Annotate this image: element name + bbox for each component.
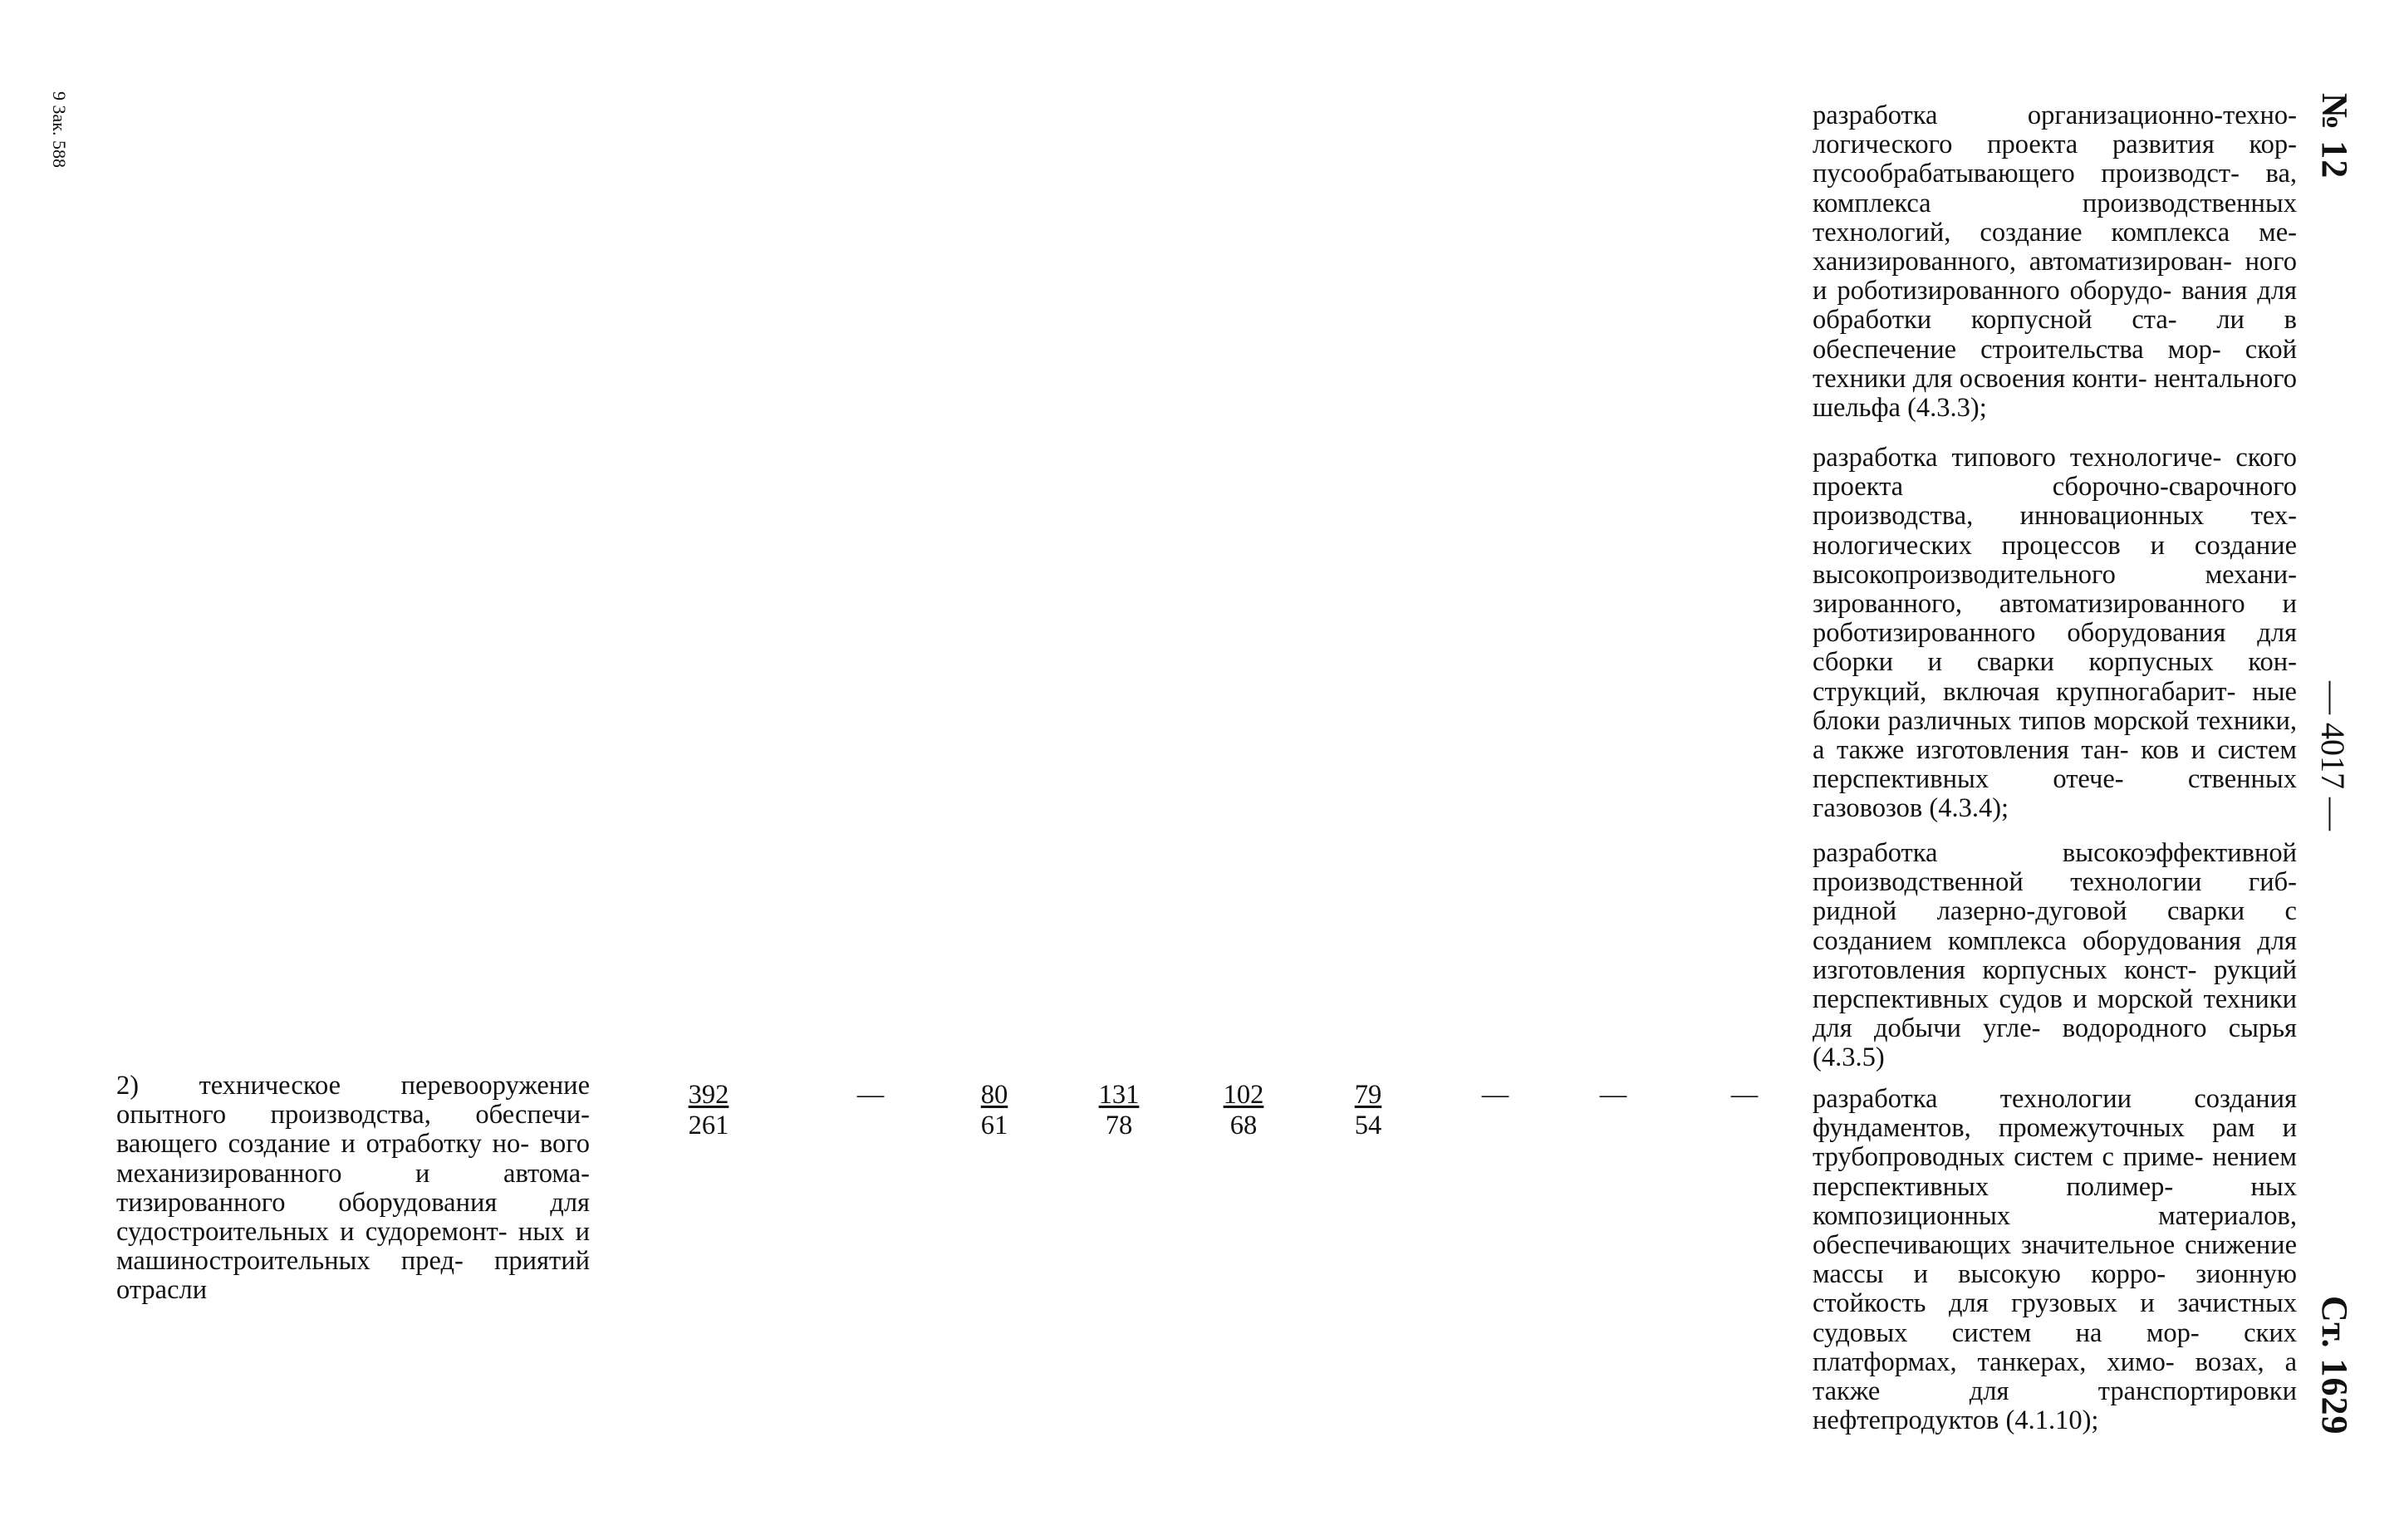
value-top: 102 [1223,1080,1264,1110]
value-year-3 [1206,1080,1281,1141]
value-year-1 [957,1080,1032,1141]
value-top: 392 [688,1080,729,1110]
paragraph-4-1-10: разработка технологии создания фундаментов, промежуточных рам и трубопроводных систем с приме- нением перспективных полимер- ных композиционных материалов, обеспечивающих значительное снижение массы и высокую корро- зионную стойкость для грузовых и зачистных судовых систем на мор- ских платформах, танкерах, химо- возах, а также для транспортировки нефтепродуктов (4.1.10); [1813,1084,2297,1436]
value-year-2 [1082,1080,1156,1141]
value-bottom: 68 [1229,1111,1258,1140]
item-description: 2) техническое перевооружение опытного производства, обеспечи- вающего создание и отработку но- вого механизированного и автома- тизированного оборудования для судостроительных и судоремонт- ных и машиностроительных пред- приятий отрасли [116,1071,590,1306]
value-top: 131 [1098,1080,1140,1110]
value-bottom: 261 [688,1111,729,1140]
value-bottom: 78 [1105,1111,1133,1140]
value-dash: — [1599,1080,1627,1110]
value-dash: — [856,1080,885,1110]
value-dash: — [1481,1080,1509,1110]
article-number: Ст. 1629 [2314,1296,2355,1435]
value-dash: — [1730,1080,1759,1110]
paragraph-4-3-3: разработка организационно-техно- логического проекта развития кор- пусообрабатывающего производст- ва, комплекса производственных технологий, создание комплекса ме- ханизированного, автоматизирован- ного и роботизированного оборудо- вания для обработки корпусной ста- ли в обеспечение строительства мор- ской техники для освоения конти- нентального шельфа (4.3.3); [1813,101,2297,424]
paragraph-4-3-5: разработка высокоэффективной производственной технологии гиб- ридной лазерно-дуговой сварки с созданием комплекса оборудования для изготовления корпусных конст- рукций перспективных судов и морской техники для добычи угле- водородного сырья (4.3.5) [1813,838,2297,1073]
paragraph-4-3-4: разработка типового технологиче- ского проекта сборочно-сварочного производства, инновационных тех- нологических процессов и создание высокопроизводительного механи- зированного, автоматизированного и роботизированного оборудования для сборки и сварки корпусных кон- струкций, включая крупногабарит- ные блоки различных типов морской техники, а также изготовления тан- ков и систем перспективных отече- ственных газовозов (4.3.4); [1813,443,2297,824]
margin-note: 9 Зак. 588 [49,91,70,168]
value-total [671,1080,746,1141]
value-bottom: 61 [980,1111,1008,1140]
value-bottom: 54 [1354,1111,1382,1140]
value-top: 80 [980,1080,1008,1110]
page-number: — 4017 — [2314,681,2352,831]
value-top: 79 [1354,1080,1382,1110]
value-year-4 [1331,1080,1406,1141]
issue-number: № 12 [2314,93,2355,179]
